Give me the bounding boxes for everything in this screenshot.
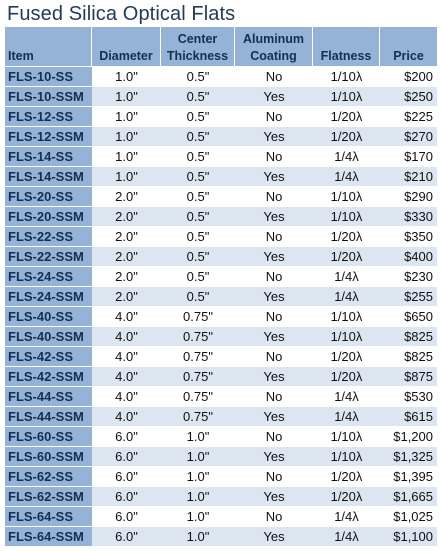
table-row — [5, 226, 437, 246]
table-row — [5, 446, 437, 466]
coating-cell: No — [235, 226, 313, 246]
item-cell: FLS-62-SS — [5, 466, 92, 486]
diameter-cell: 1.0" — [92, 146, 161, 166]
thickness-cell: 1.0" — [161, 506, 235, 526]
thickness-cell: 0.5" — [161, 106, 235, 126]
column-header-item: Item — [5, 27, 92, 66]
thickness-cell: 0.75" — [161, 406, 235, 426]
price-cell: $290 — [380, 186, 437, 206]
thickness-cell: 0.5" — [161, 86, 235, 106]
price-cell: $825 — [380, 326, 437, 346]
table-row — [5, 266, 437, 286]
diameter-cell: 2.0" — [92, 206, 161, 226]
flatness-cell: 1/10λ — [313, 426, 380, 446]
price-cell: $350 — [380, 226, 437, 246]
coating-cell: No — [235, 146, 313, 166]
item-cell: FLS-44-SS — [5, 386, 92, 406]
diameter-cell: 2.0" — [92, 246, 161, 266]
item-cell: FLS-14-SSM — [5, 166, 92, 186]
item-cell: FLS-42-SSM — [5, 366, 92, 386]
coating-cell: Yes — [235, 446, 313, 466]
thickness-cell: 0.5" — [161, 266, 235, 286]
flatness-cell: 1/10λ — [313, 186, 380, 206]
diameter-cell: 6.0" — [92, 446, 161, 466]
item-cell: FLS-12-SS — [5, 106, 92, 126]
thickness-cell: 0.5" — [161, 126, 235, 146]
thickness-cell: 0.5" — [161, 226, 235, 246]
price-cell: $255 — [380, 286, 437, 306]
thickness-cell: 1.0" — [161, 446, 235, 466]
flatness-cell: 1/10λ — [313, 326, 380, 346]
coating-cell: No — [235, 266, 313, 286]
item-cell: FLS-60-SSM — [5, 446, 92, 466]
table-row — [5, 106, 437, 126]
price-cell: $1,395 — [380, 466, 437, 486]
thickness-cell: 0.5" — [161, 166, 235, 186]
price-cell: $270 — [380, 126, 437, 146]
item-cell: FLS-44-SSM — [5, 406, 92, 426]
price-cell: $210 — [380, 166, 437, 186]
price-cell: $1,025 — [380, 506, 437, 526]
table-row — [5, 506, 437, 526]
diameter-cell: 4.0" — [92, 366, 161, 386]
thickness-cell: 0.75" — [161, 366, 235, 386]
header-row — [5, 27, 437, 66]
price-cell: $650 — [380, 306, 437, 326]
column-header-coating: Aluminum Coating — [235, 27, 313, 66]
flatness-cell: 1/4λ — [313, 526, 380, 546]
thickness-cell: 1.0" — [161, 426, 235, 446]
price-cell: $875 — [380, 366, 437, 386]
flatness-cell: 1/20λ — [313, 246, 380, 266]
price-cell: $1,200 — [380, 426, 437, 446]
diameter-cell: 4.0" — [92, 326, 161, 346]
column-header-price: Price — [380, 27, 437, 66]
diameter-cell: 6.0" — [92, 486, 161, 506]
coating-cell: Yes — [235, 366, 313, 386]
item-cell: FLS-10-SSM — [5, 86, 92, 106]
flatness-cell: 1/4λ — [313, 166, 380, 186]
price-cell: $400 — [380, 246, 437, 266]
diameter-cell: 1.0" — [92, 66, 161, 86]
thickness-cell: 0.75" — [161, 386, 235, 406]
table-row — [5, 166, 437, 186]
item-cell: FLS-42-SS — [5, 346, 92, 366]
table-row — [5, 346, 437, 366]
column-header-diameter: Diameter — [92, 27, 161, 66]
diameter-cell: 4.0" — [92, 386, 161, 406]
table-row — [5, 246, 437, 266]
coating-cell: Yes — [235, 286, 313, 306]
flatness-cell: 1/10λ — [313, 86, 380, 106]
flatness-cell: 1/4λ — [313, 506, 380, 526]
item-cell: FLS-20-SSM — [5, 206, 92, 226]
item-cell: FLS-14-SS — [5, 146, 92, 166]
column-header-flatness: Flatness — [313, 27, 380, 66]
diameter-cell: 6.0" — [92, 526, 161, 546]
thickness-cell: 0.75" — [161, 306, 235, 326]
thickness-cell: 0.5" — [161, 246, 235, 266]
price-cell: $615 — [380, 406, 437, 426]
page-title: Fused Silica Optical Flats — [7, 3, 236, 25]
flatness-cell: 1/10λ — [313, 306, 380, 326]
item-cell: FLS-24-SSM — [5, 286, 92, 306]
flatness-cell: 1/20λ — [313, 126, 380, 146]
flatness-cell: 1/4λ — [313, 146, 380, 166]
table-row — [5, 526, 437, 546]
diameter-cell: 6.0" — [92, 506, 161, 526]
table-row — [5, 146, 437, 166]
table-row — [5, 366, 437, 386]
coating-cell: Yes — [235, 86, 313, 106]
diameter-cell: 1.0" — [92, 106, 161, 126]
item-cell: FLS-20-SS — [5, 186, 92, 206]
flatness-cell: 1/20λ — [313, 346, 380, 366]
coating-cell: No — [235, 346, 313, 366]
price-cell: $200 — [380, 66, 437, 86]
thickness-cell: 0.5" — [161, 206, 235, 226]
item-cell: FLS-40-SSM — [5, 326, 92, 346]
flatness-cell: 1/10λ — [313, 66, 380, 86]
coating-cell: Yes — [235, 526, 313, 546]
flatness-cell: 1/4λ — [313, 386, 380, 406]
diameter-cell: 6.0" — [92, 466, 161, 486]
price-cell: $1,665 — [380, 486, 437, 506]
coating-cell: No — [235, 426, 313, 446]
price-cell: $330 — [380, 206, 437, 226]
coating-cell: Yes — [235, 246, 313, 266]
coating-cell: No — [235, 66, 313, 86]
price-cell: $1,325 — [380, 446, 437, 466]
coating-cell: No — [235, 506, 313, 526]
thickness-cell: 0.5" — [161, 186, 235, 206]
price-cell: $225 — [380, 106, 437, 126]
coating-cell: No — [235, 386, 313, 406]
diameter-cell: 1.0" — [92, 166, 161, 186]
diameter-cell: 2.0" — [92, 226, 161, 246]
diameter-cell: 4.0" — [92, 406, 161, 426]
diameter-cell: 2.0" — [92, 286, 161, 306]
coating-cell: Yes — [235, 486, 313, 506]
item-cell: FLS-40-SS — [5, 306, 92, 326]
item-cell: FLS-12-SSM — [5, 126, 92, 146]
item-cell: FLS-24-SS — [5, 266, 92, 286]
table-row — [5, 466, 437, 486]
thickness-cell: 0.75" — [161, 346, 235, 366]
coating-cell: No — [235, 186, 313, 206]
table-row — [5, 206, 437, 226]
table-header — [5, 27, 437, 66]
flatness-cell: 1/20λ — [313, 486, 380, 506]
coating-cell: Yes — [235, 206, 313, 226]
thickness-cell: 0.5" — [161, 286, 235, 306]
coating-cell: Yes — [235, 326, 313, 346]
table-body — [5, 66, 437, 546]
table-row — [5, 186, 437, 206]
table-row — [5, 286, 437, 306]
table-row — [5, 386, 437, 406]
flatness-cell: 1/20λ — [313, 106, 380, 126]
item-cell: FLS-22-SSM — [5, 246, 92, 266]
price-cell: $825 — [380, 346, 437, 366]
thickness-cell: 1.0" — [161, 526, 235, 546]
optical-flats-table — [5, 27, 437, 546]
flatness-cell: 1/4λ — [313, 286, 380, 306]
table-row — [5, 126, 437, 146]
column-header-thickness: Center Thickness — [161, 27, 235, 66]
flatness-cell: 1/20λ — [313, 466, 380, 486]
coating-cell: No — [235, 306, 313, 326]
table-row — [5, 426, 437, 446]
diameter-cell: 1.0" — [92, 86, 161, 106]
flatness-cell: 1/20λ — [313, 226, 380, 246]
price-cell: $250 — [380, 86, 437, 106]
item-cell: FLS-22-SS — [5, 226, 92, 246]
flatness-cell: 1/20λ — [313, 366, 380, 386]
price-cell: $230 — [380, 266, 437, 286]
item-cell: FLS-10-SS — [5, 66, 92, 86]
diameter-cell: 1.0" — [92, 126, 161, 146]
thickness-cell: 0.5" — [161, 146, 235, 166]
item-cell: FLS-64-SS — [5, 506, 92, 526]
table-row — [5, 306, 437, 326]
item-cell: FLS-62-SSM — [5, 486, 92, 506]
diameter-cell: 2.0" — [92, 186, 161, 206]
flatness-cell: 1/10λ — [313, 446, 380, 466]
coating-cell: Yes — [235, 126, 313, 146]
thickness-cell: 1.0" — [161, 466, 235, 486]
table-row — [5, 66, 437, 86]
price-cell: $530 — [380, 386, 437, 406]
thickness-cell: 0.5" — [161, 66, 235, 86]
table-row — [5, 86, 437, 106]
diameter-cell: 2.0" — [92, 266, 161, 286]
flatness-cell: 1/4λ — [313, 266, 380, 286]
coating-cell: Yes — [235, 406, 313, 426]
item-cell: FLS-60-SS — [5, 426, 92, 446]
diameter-cell: 6.0" — [92, 426, 161, 446]
table-row — [5, 486, 437, 506]
item-cell: FLS-64-SSM — [5, 526, 92, 546]
price-cell: $170 — [380, 146, 437, 166]
flatness-cell: 1/10λ — [313, 206, 380, 226]
price-cell: $1,100 — [380, 526, 437, 546]
coating-cell: No — [235, 106, 313, 126]
coating-cell: Yes — [235, 166, 313, 186]
diameter-cell: 4.0" — [92, 306, 161, 326]
flatness-cell: 1/4λ — [313, 406, 380, 426]
diameter-cell: 4.0" — [92, 346, 161, 366]
thickness-cell: 1.0" — [161, 486, 235, 506]
table-row — [5, 326, 437, 346]
thickness-cell: 0.75" — [161, 326, 235, 346]
coating-cell: No — [235, 466, 313, 486]
table-row — [5, 406, 437, 426]
